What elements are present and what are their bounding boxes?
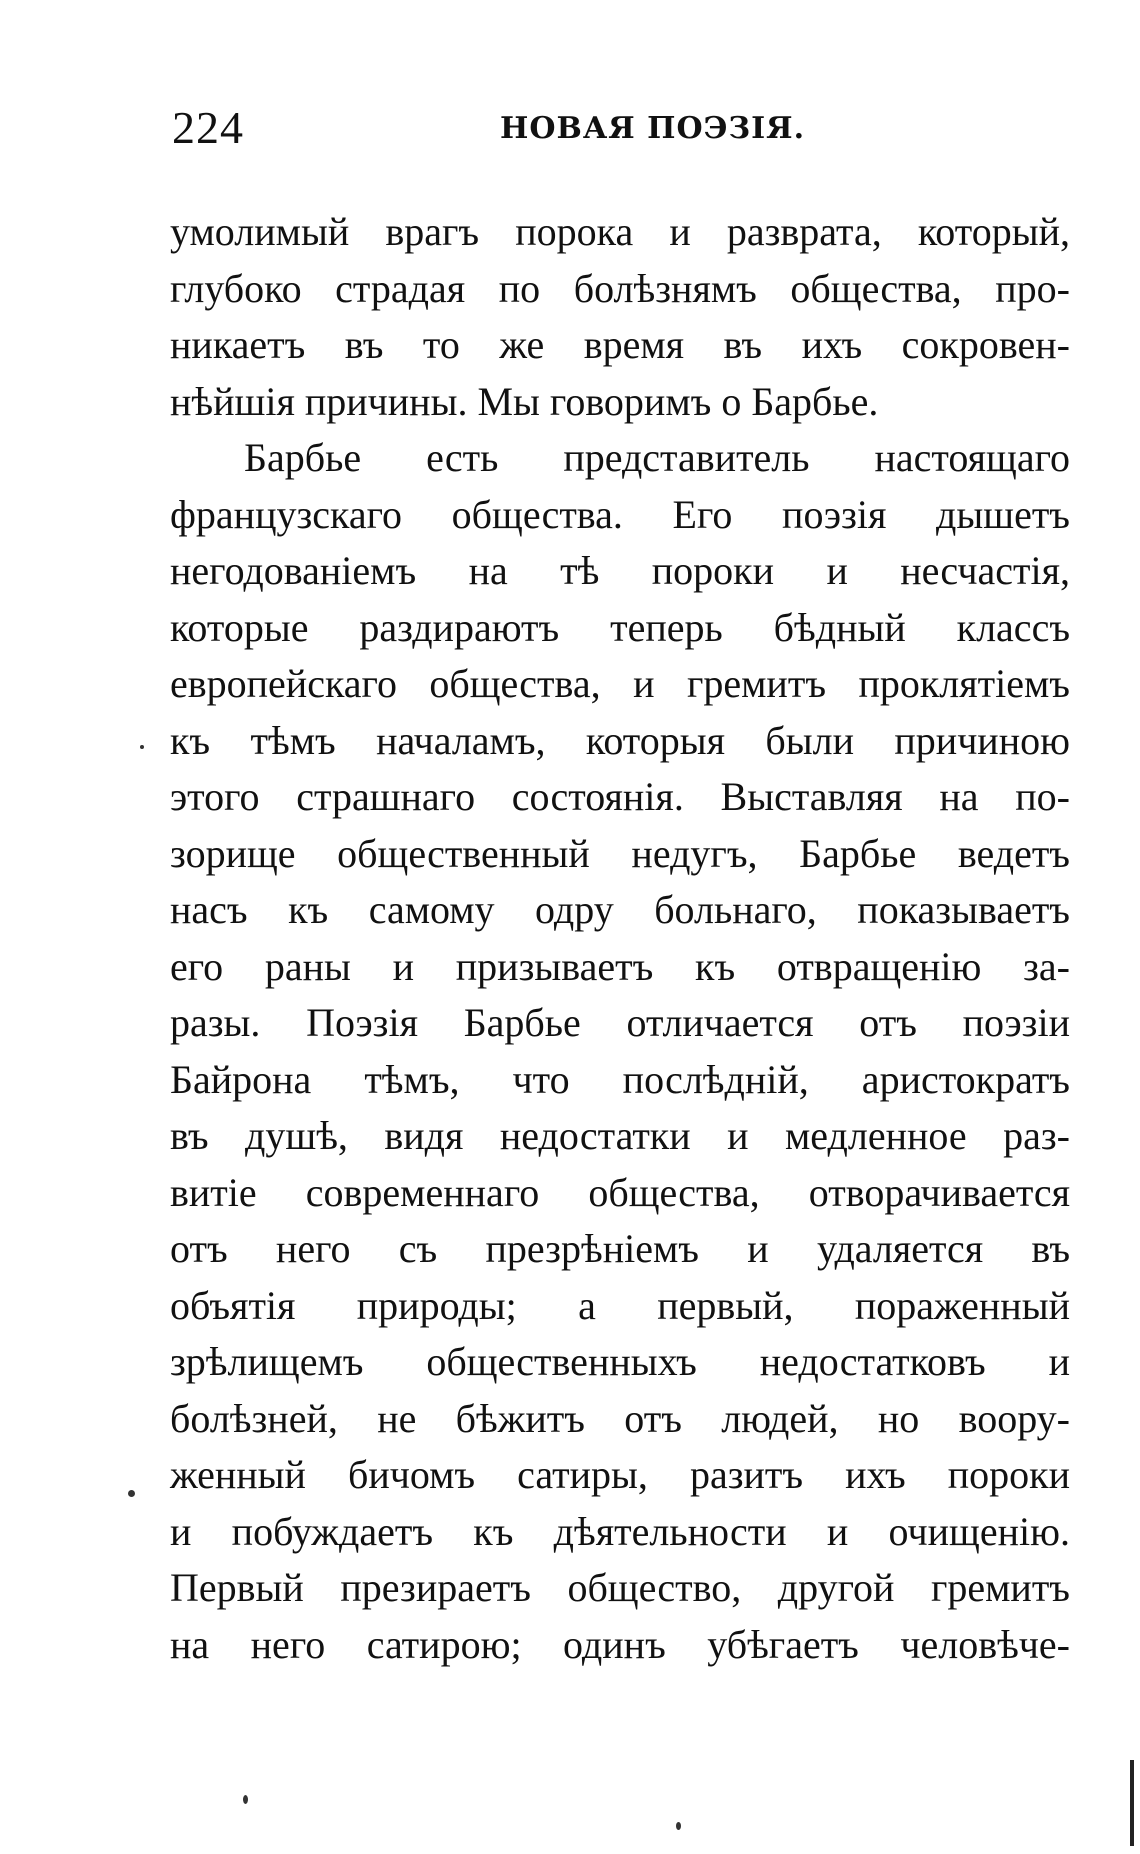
text-line: этого страшнаго состоянія. Выставляя на по- bbox=[170, 774, 1070, 819]
text-line: въ душѣ, видя недостатки и медленное раз- bbox=[170, 1113, 1070, 1158]
body-text bbox=[170, 204, 1070, 1673]
text-line: европейскаго общества, и гремитъ проклятіемъ bbox=[170, 661, 1070, 706]
text-line: разы. Поэзія Барбье отличается отъ поэзіи bbox=[170, 1000, 1070, 1045]
text-line: его раны и призываетъ къ отвращенію за- bbox=[170, 943, 1070, 989]
running-head: НОВАЯ ПОЭЗІЯ. bbox=[500, 111, 806, 146]
text-line: зорище общественный недугъ, Барбье ведетъ bbox=[170, 830, 1070, 876]
paragraph-start-line: Барбье есть представитель настоящаго bbox=[244, 435, 1070, 480]
scan-speck bbox=[140, 745, 144, 749]
text-line: никаетъ въ то же время въ ихъ сокровен- bbox=[170, 322, 1070, 367]
text-line: болѣзней, не бѣжитъ отъ людей, но воору- bbox=[170, 1395, 1070, 1441]
text-line: объятія природы; а первый, пораженный bbox=[170, 1282, 1070, 1328]
scan-edge-mark bbox=[1130, 1760, 1134, 1846]
text-line: нѣйшія причины. Мы говоримъ о Барбье. bbox=[170, 378, 879, 424]
text-line: къ тѣмъ началамъ, которыя были причиною bbox=[170, 717, 1070, 763]
text-line: и побуждаетъ къ дѣятельности и очищенію. bbox=[170, 1508, 1070, 1554]
text-line: Байрона тѣмъ, что послѣдній, аристократъ bbox=[170, 1056, 1070, 1102]
text-line: женный бичомъ сатиры, разитъ ихъ пороки bbox=[170, 1452, 1070, 1497]
text-line: глубоко страдая по болѣзнямъ общества, про- bbox=[170, 265, 1070, 311]
page-number: 224 bbox=[172, 102, 244, 153]
scan-speck bbox=[243, 1795, 248, 1804]
scan-speck bbox=[128, 1490, 135, 1497]
scan-speck bbox=[676, 1822, 681, 1830]
text-line: Первый презираетъ общество, другой гремитъ bbox=[170, 1565, 1070, 1610]
text-line: которые раздираютъ теперь бѣдный классъ bbox=[170, 604, 1070, 650]
text-line: витіе современнаго общества, отворачивается bbox=[170, 1169, 1070, 1215]
text-line: умолимый врагъ порока и разврата, который, bbox=[170, 209, 1070, 254]
page-header bbox=[170, 98, 1060, 158]
text-line: зрѣлищемъ общественныхъ недостатковъ и bbox=[170, 1339, 1070, 1384]
text-line: насъ къ самому одру больнаго, показываетъ bbox=[170, 887, 1070, 932]
text-line: негодованіемъ на тѣ пороки и несчастія, bbox=[170, 548, 1070, 593]
text-line: на него сатирою; одинъ убѣгаетъ человѣче- bbox=[170, 1621, 1070, 1667]
text-line: французскаго общества. Его поэзія дышетъ bbox=[170, 491, 1070, 537]
text-line: отъ него съ презрѣніемъ и удаляется въ bbox=[170, 1226, 1070, 1271]
